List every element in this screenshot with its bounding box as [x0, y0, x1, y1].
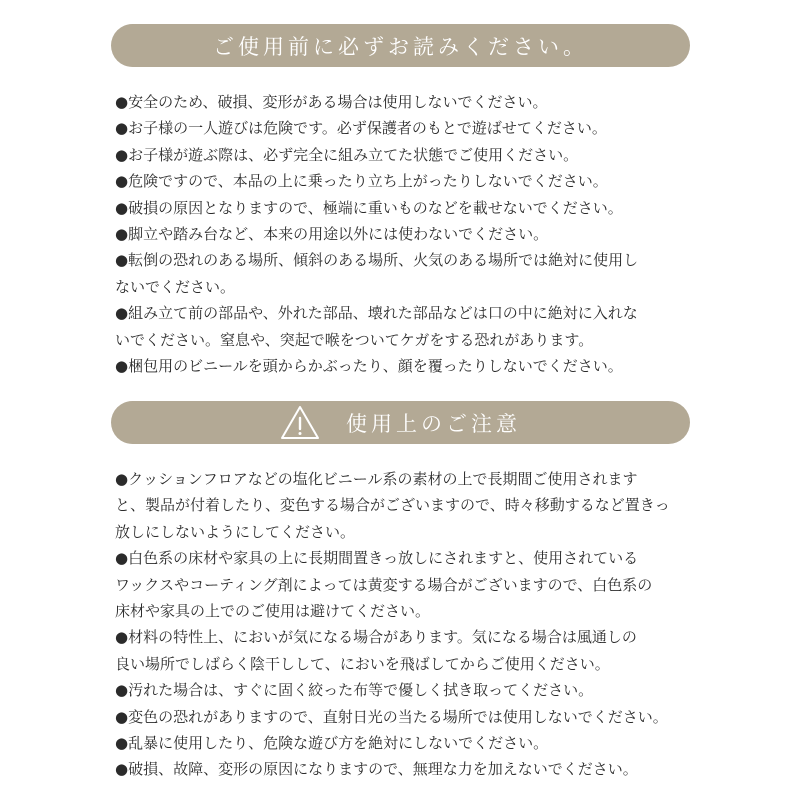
list-item: ●危険ですので、本品の上に乗ったり立ち上がったりしないでください。 — [115, 172, 608, 191]
list-item: ●安全のため、破損、変形がある場合は使用しないでください。 — [115, 93, 548, 111]
list-item: ●材料の特性上、においが気になる場合があります。気になる場合は風通しの 良い場所でしばらく陰干しして、においを飛ばしてからご使用ください。 — [115, 628, 637, 673]
list-item: ●お子様の一人遊びは危険です。必ず保護者のもとで遊ばせてください。 — [115, 119, 607, 138]
list-item: ●組み立て前の部品や、外れた部品、壊れた部品などは口の中に絶対に入れな いでください。窒息や、突起で喉をついてケガをする恐れがあります。 — [115, 304, 638, 349]
warning-triangle-icon — [280, 405, 320, 441]
before-use-list — [115, 89, 693, 379]
section-title: ご使用前に必ずお読みください。 — [213, 34, 588, 59]
list-item: ●乱暴に使用したり、危険な遊び方を絶対にしないでください。 — [115, 734, 549, 753]
usage-caution-list — [115, 466, 693, 783]
list-item: ●破損、故障、変形の原因になりますので、無理な力を加えないでください。 — [115, 760, 638, 779]
list-item: ●脚立や踏み台など、本来の用途以外には使わないでください。 — [115, 225, 549, 244]
section-heading-before-use — [111, 24, 690, 67]
list-item: ●転倒の恐れのある場所、傾斜のある場所、火気のある場所では絶対に使用し ないでください。 — [115, 251, 639, 296]
list-item: ●汚れた場合は、すぐに固く絞った布等で優しく拭き取ってください。 — [115, 681, 594, 700]
section-title: 使用上のご注意 — [346, 411, 521, 436]
list-item: ●白色系の床材や家具の上に長期間置きっ放しにされますと、使用されている ワックスやコーティング剤によっては黄変する場合がございますので、白色系の 床材や家具の上でのご使用は避けてください。 — [115, 549, 653, 621]
list-item: ●梱包用のビニールを頭からかぶったり、顔を覆ったりしないでください。 — [115, 357, 623, 376]
list-item: ●お子様が遊ぶ際は、必ず完全に組み立てた状態でご使用ください。 — [115, 145, 579, 164]
list-item: ●変色の恐れがありますので、直射日光の当たる場所では使用しないでください。 — [115, 707, 668, 726]
list-item: ●破損の原因となりますので、極端に重いものなどを載せないでください。 — [115, 198, 623, 217]
section-heading-usage-caution — [111, 401, 690, 444]
list-item: ●クッションフロアなどの塩化ビニール系の素材の上で長期間ご使用されます と、製品が付着したり、変色する場合がございますので、時々移動するなど置きっ 放しにしないようにしてください。 — [115, 470, 670, 541]
